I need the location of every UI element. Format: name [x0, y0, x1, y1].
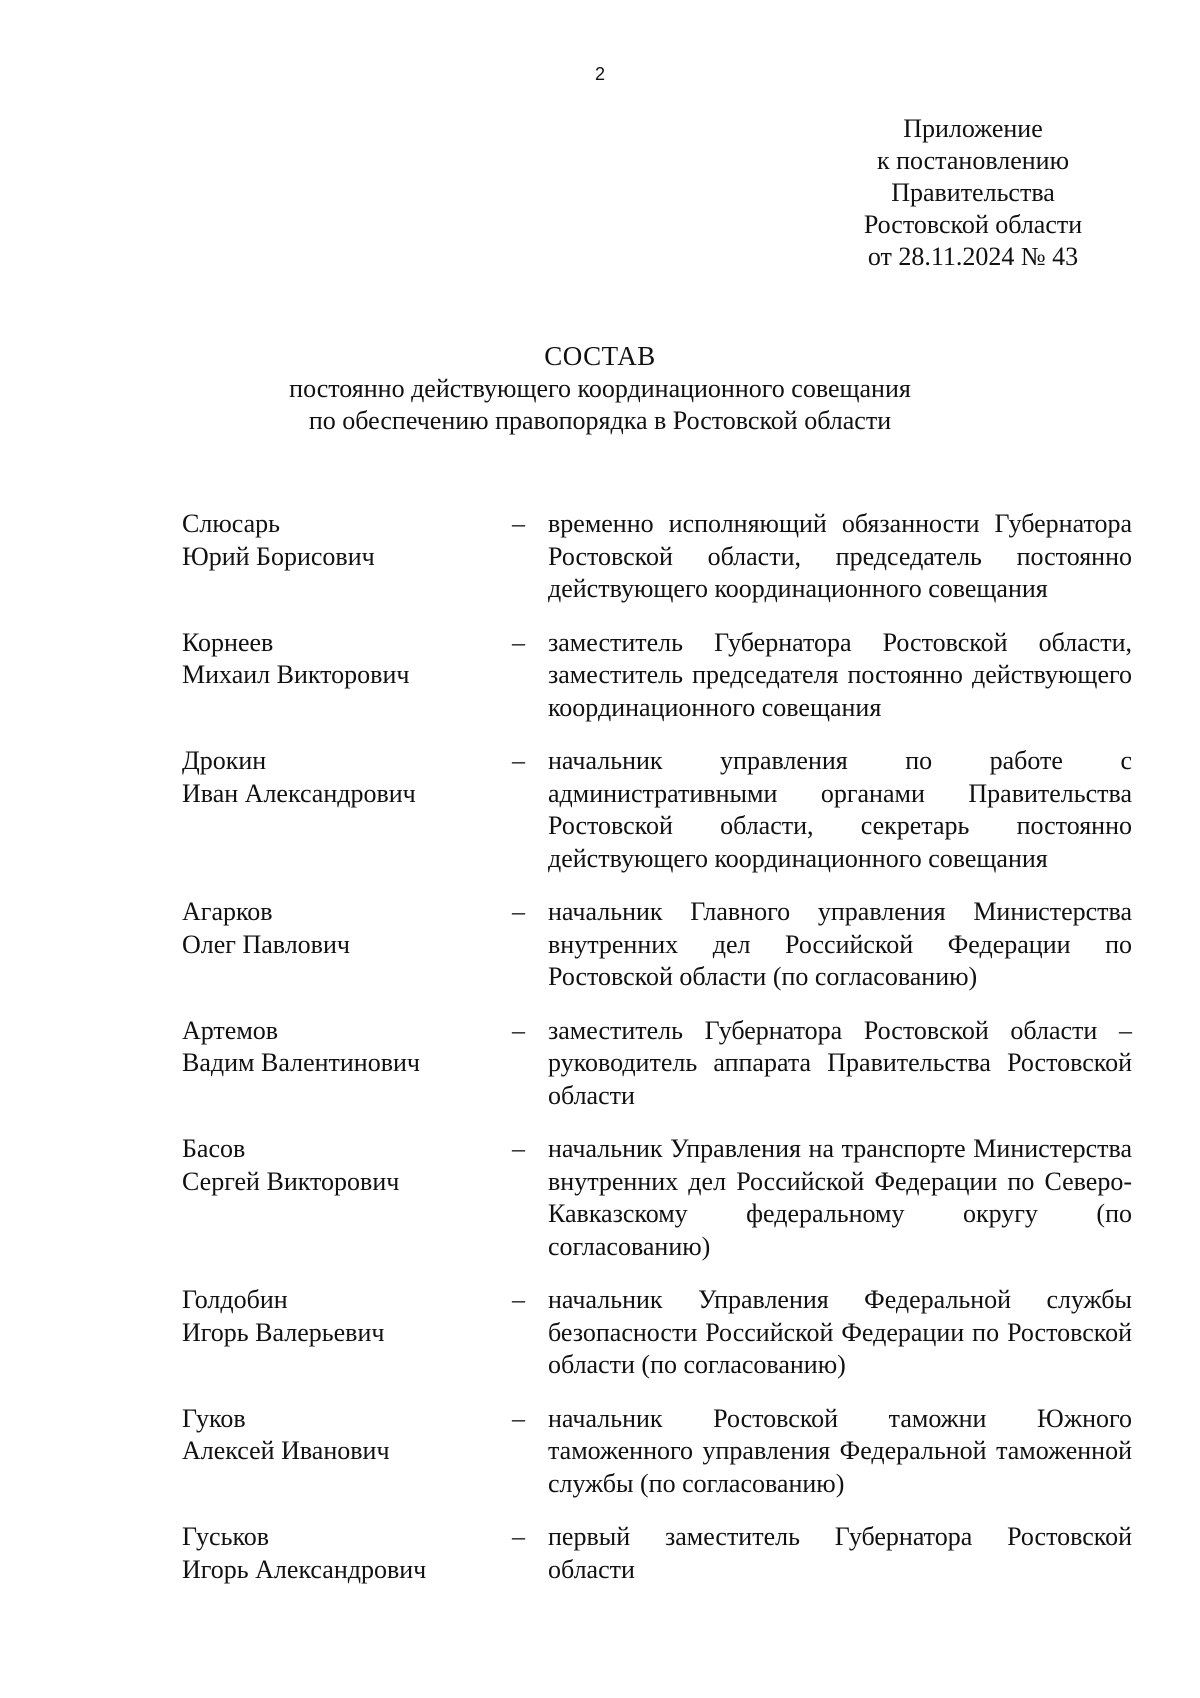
dash-separator: – — [512, 1522, 525, 1551]
appendix-block — [838, 113, 1108, 273]
member-surname: Гуськов — [182, 1522, 270, 1551]
member-given-names: Иван Александрович — [182, 778, 416, 808]
document-heading — [200, 339, 1000, 437]
member-name — [182, 745, 512, 810]
appendix-line: Правительства — [891, 178, 1055, 207]
member-name — [182, 1284, 512, 1349]
member-given-names: Игорь Александрович — [182, 1554, 427, 1584]
member-surname: Гуков — [182, 1403, 246, 1433]
dash-separator: – — [512, 897, 525, 926]
page-number: 2 — [594, 64, 605, 84]
member-name — [182, 896, 512, 961]
member-entry — [182, 896, 1132, 994]
member-name — [182, 508, 512, 573]
member-entry — [182, 1015, 1132, 1113]
document-subtitle: по обеспечению правопорядка в Ростовской области — [308, 406, 892, 435]
member-role: временно исполняющий обязанности Губернатора Ростовской области, председатель постоянно действующего координационного совещания — [548, 509, 1132, 603]
appendix-line: к постановлению — [876, 146, 1070, 175]
document-subtitle: постоянно действующего координационного совещания — [289, 374, 911, 403]
member-role: начальник Управления Федеральной службы безопасности Российской Федерации по Ростовской области (по согласованию) — [548, 1285, 1132, 1379]
member-surname: Артемов — [182, 1015, 279, 1045]
member-surname: Голдобин — [182, 1285, 288, 1314]
member-role: заместитель Губернатора Ростовской области, заместитель председателя постоянно действующего координационного совещания — [548, 627, 1132, 722]
dash-separator: – — [512, 746, 525, 775]
member-entry — [182, 1521, 1132, 1586]
document-title: СОСТАВ — [544, 341, 656, 371]
appendix-line: Ростовской области — [863, 210, 1083, 239]
member-entry — [182, 508, 1132, 606]
member-name — [182, 1521, 512, 1586]
member-given-names: Сергей Викторович — [182, 1166, 400, 1196]
member-name — [182, 627, 512, 692]
member-entry — [182, 1133, 1132, 1263]
dash-separator: – — [512, 1403, 525, 1433]
members-list — [182, 508, 1132, 1607]
appendix-line: Приложение — [903, 114, 1043, 143]
member-entry — [182, 1284, 1132, 1382]
member-role: заместитель Губернатора Ростовской области – руководитель аппарата Правительства Ростовской области — [548, 1015, 1132, 1110]
member-surname: Слюсарь — [182, 509, 280, 538]
member-given-names: Юрий Борисович — [182, 541, 375, 571]
dash-separator: – — [512, 509, 525, 538]
member-entry — [182, 1403, 1132, 1501]
member-surname: Агарков — [182, 897, 273, 926]
member-entry — [182, 627, 1132, 725]
member-given-names: Михаил Викторович — [182, 660, 410, 689]
member-given-names: Игорь Валерьевич — [182, 1317, 385, 1347]
member-role: начальник управления по работе с административными органами Правительства Ростовской области, секретарь постоянно действующего координационного совещания — [548, 746, 1132, 873]
member-entry — [182, 745, 1132, 875]
dash-separator: – — [512, 627, 525, 657]
member-name — [182, 1133, 512, 1198]
member-role: начальник Главного управления Министерства внутренних дел Российской Федерации по Ростовской области (по согласованию) — [548, 897, 1132, 991]
member-surname: Басов — [182, 1134, 246, 1163]
member-surname: Дрокин — [182, 746, 267, 775]
dash-separator: – — [512, 1285, 525, 1314]
member-role: начальник Управления на транспорте Министерства внутренних дел Российской Федерации по Северо-Кавказскому федеральному округу (по согласованию) — [548, 1134, 1132, 1261]
member-role: начальник Ростовской таможни Южного таможенного управления Федеральной таможенной службы (по согласованию) — [548, 1403, 1132, 1498]
member-given-names: Алексей Иванович — [182, 1436, 390, 1465]
member-role: первый заместитель Губернатора Ростовской области — [548, 1522, 1132, 1584]
member-name — [182, 1403, 512, 1468]
member-given-names: Вадим Валентинович — [182, 1048, 420, 1077]
member-surname: Корнеев — [182, 627, 274, 657]
appendix-line: от 28.11.2024 № 43 — [867, 242, 1079, 271]
dash-separator: – — [512, 1134, 525, 1163]
member-name — [182, 1015, 512, 1080]
dash-separator: – — [512, 1015, 525, 1045]
member-given-names: Олег Павлович — [182, 929, 350, 959]
